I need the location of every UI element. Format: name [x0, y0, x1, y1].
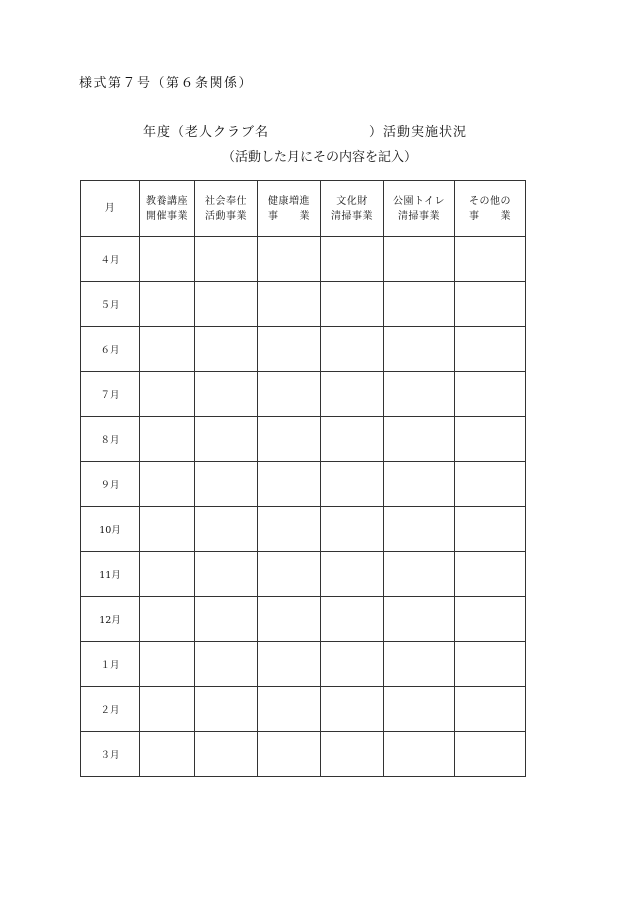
entry-cell-other-activities[interactable] — [455, 327, 526, 372]
entry-cell-cultural-property-cleaning[interactable] — [321, 552, 384, 597]
entry-cell-social-service[interactable] — [195, 732, 258, 777]
header-park-toilet-cleaning: 公園トイレ 清掃事業 — [384, 181, 455, 237]
entry-cell-social-service[interactable] — [195, 372, 258, 417]
entry-cell-cultural-property-cleaning[interactable] — [321, 732, 384, 777]
entry-cell-park-toilet-cleaning[interactable] — [384, 597, 455, 642]
entry-cell-park-toilet-cleaning[interactable] — [384, 372, 455, 417]
entry-cell-social-service[interactable] — [195, 327, 258, 372]
entry-cell-park-toilet-cleaning[interactable] — [384, 462, 455, 507]
entry-cell-cultural-property-cleaning[interactable] — [321, 372, 384, 417]
entry-cell-other-activities[interactable] — [455, 552, 526, 597]
header-other-activities: その他の 事 業 — [455, 181, 526, 237]
entry-cell-health-promotion[interactable] — [258, 597, 321, 642]
month-label: ８月 — [81, 417, 140, 462]
form-subtitle: （活動した月にその内容を記入） — [222, 150, 418, 165]
entry-cell-health-promotion[interactable] — [258, 372, 321, 417]
month-label: ９月 — [81, 462, 140, 507]
header-cultural-property-cleaning: 文化財 清掃事業 — [321, 181, 384, 237]
header-month: 月 — [81, 181, 140, 237]
table-row — [81, 237, 526, 282]
entry-cell-other-activities[interactable] — [455, 417, 526, 462]
table-row — [81, 687, 526, 732]
entry-cell-park-toilet-cleaning[interactable] — [384, 552, 455, 597]
month-label: ４月 — [81, 237, 140, 282]
entry-cell-health-promotion[interactable] — [258, 462, 321, 507]
entry-cell-social-service[interactable] — [195, 552, 258, 597]
entry-cell-other-activities[interactable] — [455, 462, 526, 507]
entry-cell-education-lectures[interactable] — [140, 642, 195, 687]
entry-cell-other-activities[interactable] — [455, 237, 526, 282]
table-row — [81, 327, 526, 372]
entry-cell-health-promotion[interactable] — [258, 507, 321, 552]
table-header-row — [81, 181, 526, 237]
entry-cell-cultural-property-cleaning[interactable] — [321, 282, 384, 327]
entry-cell-social-service[interactable] — [195, 282, 258, 327]
entry-cell-education-lectures[interactable] — [140, 372, 195, 417]
table-row — [81, 417, 526, 462]
entry-cell-education-lectures[interactable] — [140, 327, 195, 372]
entry-cell-health-promotion[interactable] — [258, 282, 321, 327]
entry-cell-park-toilet-cleaning[interactable] — [384, 327, 455, 372]
entry-cell-park-toilet-cleaning[interactable] — [384, 282, 455, 327]
entry-cell-other-activities[interactable] — [455, 687, 526, 732]
entry-cell-cultural-property-cleaning[interactable] — [321, 687, 384, 732]
entry-cell-other-activities[interactable] — [455, 732, 526, 777]
title-year-label: 年度（老人クラブ名 — [143, 125, 270, 140]
entry-cell-health-promotion[interactable] — [258, 552, 321, 597]
table-row — [81, 507, 526, 552]
table-row — [81, 372, 526, 417]
entry-cell-social-service[interactable] — [195, 642, 258, 687]
table-row — [81, 597, 526, 642]
entry-cell-social-service[interactable] — [195, 507, 258, 552]
entry-cell-education-lectures[interactable] — [140, 507, 195, 552]
entry-cell-other-activities[interactable] — [455, 372, 526, 417]
entry-cell-education-lectures[interactable] — [140, 462, 195, 507]
entry-cell-social-service[interactable] — [195, 597, 258, 642]
entry-cell-park-toilet-cleaning[interactable] — [384, 417, 455, 462]
month-label: 11月 — [81, 552, 140, 597]
entry-cell-health-promotion[interactable] — [258, 687, 321, 732]
entry-cell-cultural-property-cleaning[interactable] — [321, 462, 384, 507]
form-title — [143, 121, 467, 140]
entry-cell-education-lectures[interactable] — [140, 282, 195, 327]
entry-cell-social-service[interactable] — [195, 237, 258, 282]
entry-cell-other-activities[interactable] — [455, 282, 526, 327]
entry-cell-education-lectures[interactable] — [140, 687, 195, 732]
entry-cell-cultural-property-cleaning[interactable] — [321, 417, 384, 462]
table-row — [81, 642, 526, 687]
entry-cell-education-lectures[interactable] — [140, 417, 195, 462]
entry-cell-health-promotion[interactable] — [258, 732, 321, 777]
entry-cell-cultural-property-cleaning[interactable] — [321, 237, 384, 282]
entry-cell-other-activities[interactable] — [455, 642, 526, 687]
entry-cell-park-toilet-cleaning[interactable] — [384, 642, 455, 687]
entry-cell-education-lectures[interactable] — [140, 597, 195, 642]
table-row — [81, 552, 526, 597]
month-label: １月 — [81, 642, 140, 687]
month-label: ７月 — [81, 372, 140, 417]
entry-cell-health-promotion[interactable] — [258, 327, 321, 372]
header-education-lectures: 教養講座 開催事業 — [140, 181, 195, 237]
month-label: 12月 — [81, 597, 140, 642]
month-label: ２月 — [81, 687, 140, 732]
month-label: ５月 — [81, 282, 140, 327]
entry-cell-cultural-property-cleaning[interactable] — [321, 642, 384, 687]
entry-cell-park-toilet-cleaning[interactable] — [384, 237, 455, 282]
table-row — [81, 462, 526, 507]
entry-cell-park-toilet-cleaning[interactable] — [384, 732, 455, 777]
month-label: ６月 — [81, 327, 140, 372]
entry-cell-health-promotion[interactable] — [258, 417, 321, 462]
entry-cell-cultural-property-cleaning[interactable] — [321, 327, 384, 372]
entry-cell-health-promotion[interactable] — [258, 237, 321, 282]
entry-cell-other-activities[interactable] — [455, 597, 526, 642]
entry-cell-other-activities[interactable] — [455, 507, 526, 552]
entry-cell-cultural-property-cleaning[interactable] — [321, 507, 384, 552]
entry-cell-cultural-property-cleaning[interactable] — [321, 597, 384, 642]
header-health-promotion: 健康増進 事 業 — [258, 181, 321, 237]
title-activity-label: ）活動実施状況 — [369, 125, 468, 140]
header-social-service: 社会奉仕 活動事業 — [195, 181, 258, 237]
month-label: ３月 — [81, 732, 140, 777]
table-row — [81, 282, 526, 327]
entry-cell-park-toilet-cleaning[interactable] — [384, 507, 455, 552]
table-row — [81, 732, 526, 777]
entry-cell-park-toilet-cleaning[interactable] — [384, 687, 455, 732]
entry-cell-education-lectures[interactable] — [140, 237, 195, 282]
entry-cell-social-service[interactable] — [195, 462, 258, 507]
month-label: 10月 — [81, 507, 140, 552]
entry-cell-health-promotion[interactable] — [258, 642, 321, 687]
entry-cell-education-lectures[interactable] — [140, 732, 195, 777]
entry-cell-social-service[interactable] — [195, 417, 258, 462]
form-number: 様式第７号（第６条関係） — [79, 76, 254, 91]
entry-cell-education-lectures[interactable] — [140, 552, 195, 597]
activity-table — [80, 180, 526, 777]
entry-cell-social-service[interactable] — [195, 687, 258, 732]
